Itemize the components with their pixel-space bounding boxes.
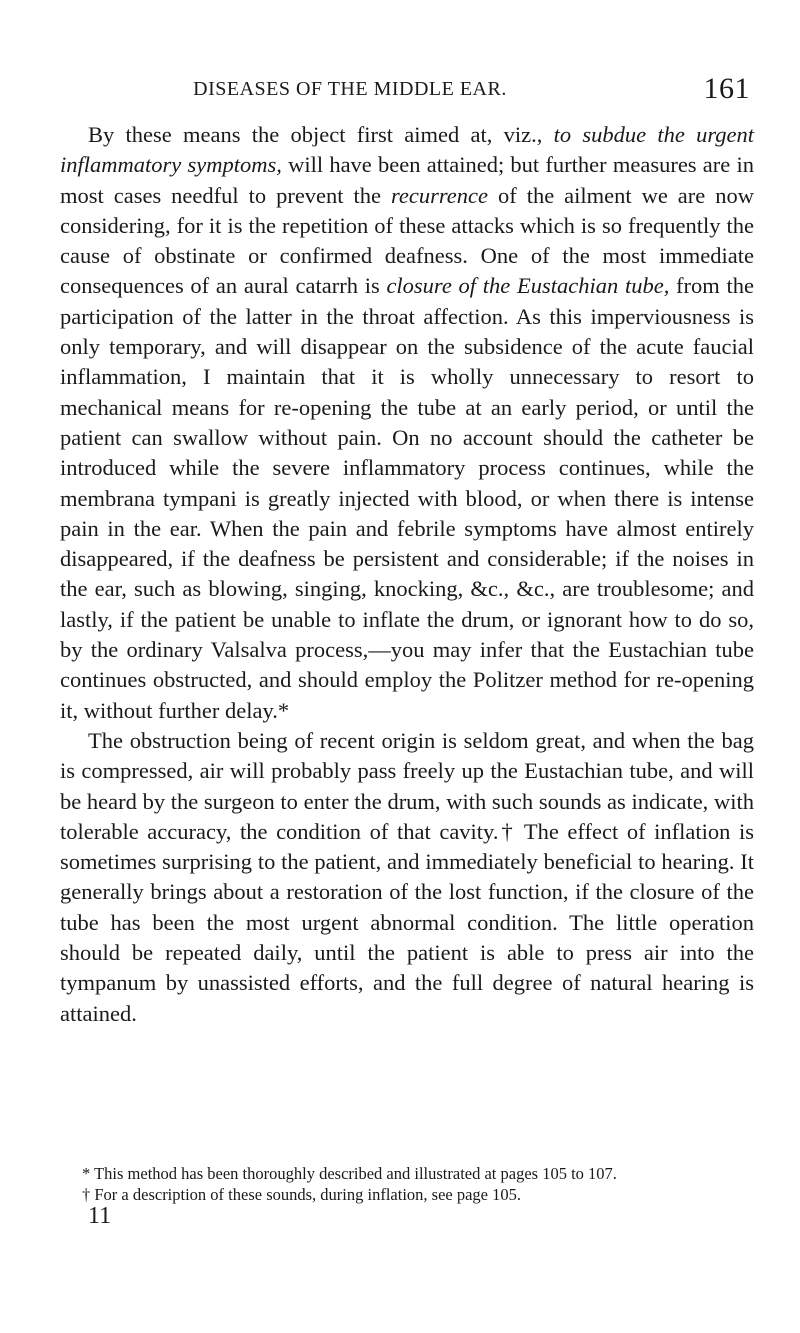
printer-signature: 11 (88, 1203, 112, 1229)
footnote-1: * This method has been thoroughly described and illustrated at pages 105 to 107. (82, 1164, 617, 1183)
page-number: 161 (703, 72, 750, 105)
body-text (60, 120, 754, 1029)
running-head (60, 72, 750, 108)
paragraph-1-emphasis-closure: closure of the Eustachian tube, (386, 273, 670, 299)
paragraph-1-emphasis-recurrence: recurrence (390, 182, 489, 208)
footnote-2: † For a description of these sounds, during inflation, see page 105. (82, 1185, 521, 1204)
paragraph-1 (60, 120, 754, 726)
paragraph-1-text: By these means the object first aimed at, viz., (88, 122, 554, 147)
paragraph-1-text: will have been attained; but further measures are in most cases needful to prevent the (60, 152, 754, 208)
footnotes (60, 1163, 760, 1205)
running-title: DISEASES OF THE MIDDLE EAR. (193, 78, 507, 100)
paragraph-1-text: from the participation of the latter in the throat affection. As this imperviousness is only temporary, and will disappear on the subsidence of the acute faucial inflammation, I maintain that it is wholly unnecessary to resort to mechanical means for re-opening the tube at an early period, or until the patient can swallow without pain. On no account should the catheter be introduced while the severe inflammatory process continues, while the membrana tympani is greatly injected with blood, or when there is intense pain in the ear. When the pain and febrile symptoms have almost entirely disappeared, if the deafness be persistent and considerable; if the noises in the ear, such as blowing, singing, knocking, &c., &c., are troublesome; and lastly, if the patient be unable to inflate the drum, or ignorant how to do so, by the ordinary Valsalva process,—you may infer that the Eustachian tube continues obstructed, and should employ the Politzer method for re-opening it, without further delay.* (60, 273, 754, 723)
paragraph-1-emphasis-symptoms: to subdue the urgent inflammatory symptoms, (60, 122, 754, 178)
paragraph-2: The obstruction being of recent origin is seldom great, and when the bag is compressed, air will probably pass freely up the Eustachian tube, and will be heard by the surgeon to enter the drum, with such sounds as indicate, with tolerable accuracy, the condition of that cavity.† The effect of inflation is sometimes surprising to the patient, and immediately beneficial to hearing. It generally brings about a restoration of the lost function, if the closure of the tube has been the most urgent abnormal condition. The little operation should be repeated daily, until the patient is able to press air into the tympanum by unassisted efforts, and the full degree of natural hearing is attained. (60, 727, 754, 1026)
paragraph-1-text: of the ailment we are now considering, for it is the repetition of these attacks which is so frequently the cause of obstinate or confirmed deafness. One of the most immediate consequences of an aural catarrh is (60, 182, 754, 299)
